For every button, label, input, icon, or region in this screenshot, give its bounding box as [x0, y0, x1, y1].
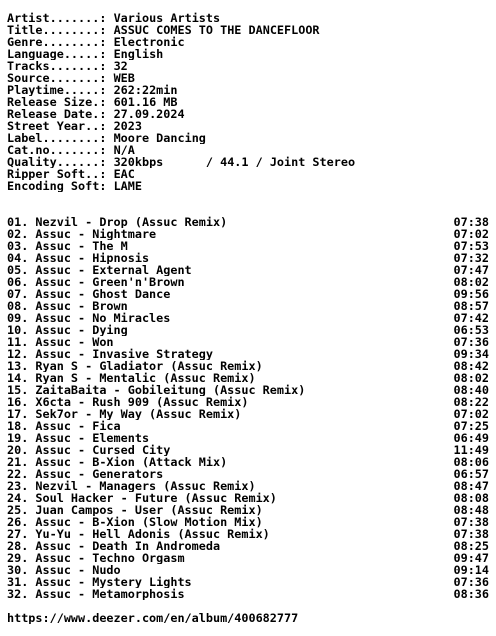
track-title: 17. Sek7or - My Way (Assuc Remix)	[7, 408, 242, 420]
track-row	[7, 348, 489, 360]
info-label: Title........	[7, 24, 100, 36]
track-duration: 08:02	[453, 276, 489, 288]
info-row	[7, 12, 489, 24]
track-duration: 09:14	[453, 564, 489, 576]
track-title: 21. Assuc - B-Xion (Attack Mix)	[7, 456, 228, 468]
track-row	[7, 360, 489, 372]
info-value: LAME	[113, 180, 142, 192]
track-row	[7, 276, 489, 288]
track-title: 26. Assuc - B-Xion (Slow Motion Mix)	[7, 516, 263, 528]
info-label: Playtime.....	[7, 84, 100, 96]
info-value: 601.16 MB	[113, 96, 178, 108]
track-title: 18. Assuc - Fica	[7, 420, 121, 432]
track-title: 03. Assuc - The M	[7, 240, 128, 252]
tracklist	[7, 216, 489, 600]
track-title: 04. Assuc - Hipnosis	[7, 252, 150, 264]
info-separator: :	[99, 120, 114, 132]
track-title: 22. Assuc - Generators	[7, 468, 164, 480]
info-value: Moore Dancing	[113, 132, 206, 144]
info-value: WEB	[113, 72, 135, 84]
info-value: English	[113, 48, 164, 60]
track-title: 20. Assuc - Cursed City	[7, 444, 171, 456]
track-duration: 07:42	[453, 312, 489, 324]
track-duration: 07:02	[453, 228, 489, 240]
track-duration: 07:32	[453, 252, 489, 264]
info-row	[7, 60, 489, 72]
track-row	[7, 384, 489, 396]
info-label: Genre........	[7, 36, 100, 48]
info-label: Tracks.......	[7, 60, 100, 72]
info-row	[7, 48, 489, 60]
track-title: 10. Assuc - Dying	[7, 324, 128, 336]
track-duration: 07:38	[453, 516, 489, 528]
track-title: 05. Assuc - External Agent	[7, 264, 192, 276]
track-duration: 07:38	[453, 216, 489, 228]
info-separator: :	[99, 156, 114, 168]
info-label: Ripper Soft..	[7, 168, 100, 180]
info-label: Language.....	[7, 48, 100, 60]
track-title: 23. Nezvil - Managers (Assuc Remix)	[7, 480, 256, 492]
track-row	[7, 528, 489, 540]
section-spacer	[7, 600, 489, 612]
info-separator: :	[99, 36, 114, 48]
track-row	[7, 540, 489, 552]
info-value: 2023	[113, 120, 142, 132]
info-separator: :	[99, 168, 114, 180]
info-label: Street Year..	[7, 120, 100, 132]
track-row	[7, 228, 489, 240]
track-duration: 08:40	[453, 384, 489, 396]
track-title: 25. Juan Campos - User (Assuc Remix)	[7, 504, 263, 516]
track-row	[7, 300, 489, 312]
info-separator: :	[99, 96, 114, 108]
track-duration: 08:47	[453, 480, 489, 492]
track-duration: 08:06	[453, 456, 489, 468]
info-separator: :	[99, 12, 114, 24]
track-title: 12. Assuc - Invasive Strategy	[7, 348, 213, 360]
track-title: 07. Assuc - Ghost Dance	[7, 288, 171, 300]
track-row	[7, 312, 489, 324]
track-row	[7, 564, 489, 576]
track-row	[7, 516, 489, 528]
track-duration: 08:08	[453, 492, 489, 504]
track-duration: 09:47	[453, 552, 489, 564]
info-row	[7, 84, 489, 96]
track-title: 02. Assuc - Nightmare	[7, 228, 157, 240]
track-title: 13. Ryan S - Gladiator (Assuc Remix)	[7, 360, 263, 372]
track-duration: 08:42	[453, 360, 489, 372]
track-title: 32. Assuc - Metamorphosis	[7, 588, 185, 600]
info-row	[7, 156, 489, 168]
info-row	[7, 144, 489, 156]
track-duration: 11:49	[453, 444, 489, 456]
track-duration: 09:34	[453, 348, 489, 360]
info-value: EAC	[113, 168, 135, 180]
track-duration: 08:02	[453, 372, 489, 384]
track-row	[7, 240, 489, 252]
info-value: Various Artists	[113, 12, 221, 24]
info-separator: :	[99, 144, 114, 156]
track-duration: 07:47	[453, 264, 489, 276]
track-duration: 06:49	[453, 432, 489, 444]
track-row	[7, 372, 489, 384]
track-duration: 07:53	[453, 240, 489, 252]
info-value: 32	[113, 60, 128, 72]
track-title: 27. Yu-Yu - Hell Adonis (Assuc Remix)	[7, 528, 270, 540]
info-row	[7, 180, 489, 192]
track-title: 11. Assuc - Won	[7, 336, 114, 348]
track-title: 30. Assuc - Nudo	[7, 564, 121, 576]
track-title: 31. Assuc - Mystery Lights	[7, 576, 192, 588]
track-row	[7, 336, 489, 348]
track-duration: 08:48	[453, 504, 489, 516]
track-row	[7, 396, 489, 408]
info-label: Release Size.	[7, 96, 100, 108]
track-row	[7, 444, 489, 456]
info-row	[7, 108, 489, 120]
track-duration: 08:25	[453, 540, 489, 552]
info-separator: :	[99, 84, 114, 96]
info-separator: :	[99, 72, 114, 84]
info-row	[7, 168, 489, 180]
info-row	[7, 120, 489, 132]
release-nfo-document	[7, 12, 489, 624]
release-info-block	[7, 12, 489, 192]
info-separator: :	[99, 132, 114, 144]
track-title: 15. ZaitaBaita - Gobileitung (Assuc Remix)	[7, 384, 306, 396]
info-label: Artist.......	[7, 12, 100, 24]
info-row	[7, 24, 489, 36]
track-row	[7, 480, 489, 492]
track-duration: 06:57	[453, 468, 489, 480]
track-duration: 08:36	[453, 588, 489, 600]
track-row	[7, 288, 489, 300]
track-row	[7, 588, 489, 600]
track-title: 19. Assuc - Elements	[7, 432, 150, 444]
track-row	[7, 252, 489, 264]
track-duration: 06:53	[453, 324, 489, 336]
album-url: https://www.deezer.com/en/album/400682777	[7, 612, 299, 624]
track-title: 14. Ryan S - Mentalic (Assuc Remix)	[7, 372, 256, 384]
track-row	[7, 552, 489, 564]
info-label: Encoding Soft	[7, 180, 100, 192]
track-duration: 07:02	[453, 408, 489, 420]
track-title: 08. Assuc - Brown	[7, 300, 128, 312]
track-duration: 07:38	[453, 528, 489, 540]
info-value: Electronic	[113, 36, 185, 48]
track-duration: 08:22	[453, 396, 489, 408]
info-separator: :	[99, 60, 114, 72]
info-separator: :	[99, 48, 114, 60]
info-label: Source.......	[7, 72, 100, 84]
track-duration: 07:25	[453, 420, 489, 432]
info-row	[7, 36, 489, 48]
info-label: Cat.no.......	[7, 144, 100, 156]
track-title: 16. X6cta - Rush 909 (Assuc Remix)	[7, 396, 249, 408]
info-label: Label........	[7, 132, 100, 144]
info-row	[7, 96, 489, 108]
track-row	[7, 468, 489, 480]
info-value: N/A	[113, 144, 135, 156]
info-label: Release Date.	[7, 108, 100, 120]
info-row	[7, 72, 489, 84]
info-separator: :	[99, 108, 114, 120]
track-title: 09. Assuc - No Miracles	[7, 312, 171, 324]
section-spacer	[7, 192, 489, 216]
track-title: 28. Assuc - Death In Andromeda	[7, 540, 221, 552]
track-row	[7, 324, 489, 336]
track-row	[7, 420, 489, 432]
info-value: 262:22min	[113, 84, 178, 96]
track-row	[7, 216, 489, 228]
track-row	[7, 408, 489, 420]
track-duration: 08:57	[453, 300, 489, 312]
track-row	[7, 264, 489, 276]
info-separator: :	[99, 24, 114, 36]
track-title: 06. Assuc - Green'n'Brown	[7, 276, 185, 288]
info-row	[7, 132, 489, 144]
track-title: 24. Soul Hacker - Future (Assuc Remix)	[7, 492, 277, 504]
track-row	[7, 432, 489, 444]
info-label: Quality......	[7, 156, 100, 168]
track-duration: 09:56	[453, 288, 489, 300]
track-title: 29. Assuc - Techno Orgasm	[7, 552, 185, 564]
track-row	[7, 492, 489, 504]
info-value: 320kbps / 44.1 / Joint Stereo	[113, 156, 356, 168]
track-row	[7, 576, 489, 588]
track-title: 01. Nezvil - Drop (Assuc Remix)	[7, 216, 228, 228]
info-value: ASSUC COMES TO THE DANCEFLOOR	[113, 24, 320, 36]
track-row	[7, 504, 489, 516]
track-row	[7, 456, 489, 468]
info-value: 27.09.2024	[113, 108, 185, 120]
track-duration: 07:36	[453, 576, 489, 588]
track-duration: 07:36	[453, 336, 489, 348]
info-separator: :	[99, 180, 114, 192]
